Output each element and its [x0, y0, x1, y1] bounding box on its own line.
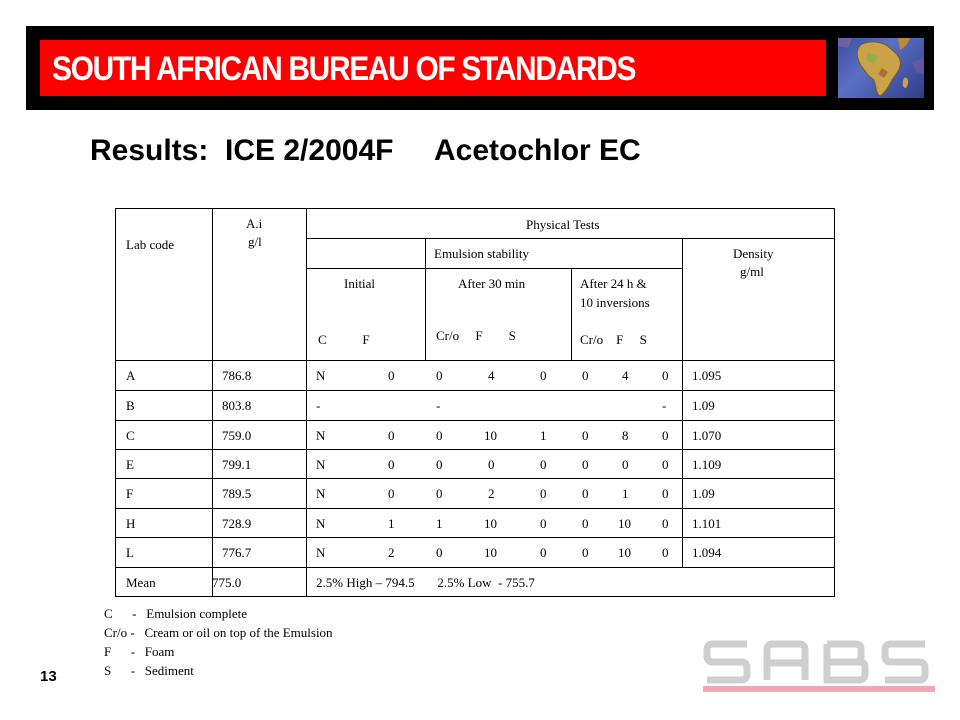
divider — [116, 420, 834, 421]
cell-density: 1.101 — [692, 516, 722, 531]
divider — [116, 449, 834, 450]
cell-density: 1.070 — [692, 428, 722, 443]
cell-a30-s: 0 — [540, 516, 547, 531]
header-density-unit: g/ml — [740, 264, 764, 279]
cell-a30-f: 0 — [488, 457, 495, 472]
page-title: Results: ICE 2/2004F Acetochlor EC — [90, 134, 641, 167]
table-row — [116, 428, 834, 444]
divider — [571, 268, 572, 360]
africa-map-icon — [838, 38, 924, 98]
cell-a30-f: 2 — [488, 486, 495, 501]
cell-initial-f: 0 — [388, 457, 395, 472]
cell-a30-cro: 0 — [436, 368, 443, 383]
header-emulsion-stability: Emulsion stability — [434, 246, 529, 261]
cell-code: C — [126, 428, 135, 443]
cell-initial-f: 1 — [388, 516, 395, 531]
divider — [116, 508, 834, 509]
header-initial: Initial — [344, 276, 376, 291]
cell-density: 1.094 — [692, 545, 722, 560]
cell-a24-s: 0 — [662, 368, 669, 383]
cell-initial-c: N — [316, 457, 326, 472]
cell-initial-f: 0 — [388, 368, 395, 383]
cell-a30-cro: 0 — [436, 428, 443, 443]
cell-ai: 803.8 — [222, 398, 252, 413]
cell-mean-summary: 2.5% High – 794.5 2.5% Low - 755.7 — [316, 575, 535, 590]
cell-a30-s: 0 — [540, 545, 547, 560]
cell-code: B — [126, 398, 135, 413]
divider — [306, 238, 834, 239]
legend-item: F - Foam — [104, 644, 175, 659]
cell-initial-c: N — [316, 486, 326, 501]
results-table — [115, 208, 835, 597]
cell-a24-f: 1 — [622, 486, 629, 501]
cell-ai: 728.9 — [222, 516, 252, 531]
cell-a24-cro: 0 — [582, 486, 589, 501]
cell-a30-cro: 0 — [436, 545, 443, 560]
header-after-30: After 30 min — [458, 276, 526, 291]
cell-ai: 776.7 — [222, 545, 252, 560]
cell-a30-cro: 0 — [436, 486, 443, 501]
cell-a24-cro: - — [662, 398, 667, 413]
legend — [104, 604, 333, 680]
cell-a24-f: 10 — [618, 516, 631, 531]
cell-a30-f: 4 — [488, 368, 495, 383]
cell-a24-s: 0 — [662, 516, 669, 531]
cell-initial-f: 0 — [388, 486, 395, 501]
legend-item: C - Emulsion complete — [104, 606, 247, 621]
cell-a24-f: 8 — [622, 428, 629, 443]
legend-item: Cr/o - Cream or oil on top of the Emulsion — [104, 625, 333, 640]
cell-density: 1.095 — [692, 368, 722, 383]
header-after-24-sub: Cr/o F S — [580, 332, 647, 347]
header-ai-unit: g/l — [248, 234, 262, 249]
cell-code: L — [126, 545, 134, 560]
cell-a30-s: 0 — [540, 486, 547, 501]
cell-initial-c: N — [316, 516, 326, 531]
header-ai: A.i — [246, 216, 263, 231]
cell-a30-s: 1 — [540, 428, 547, 443]
banner-title: SOUTH AFRICAN BUREAU OF STANDARDS — [52, 50, 636, 88]
cell-initial-f: 0 — [388, 428, 395, 443]
cell-a24-cro: 0 — [582, 428, 589, 443]
header-initial-sub: C F — [318, 332, 370, 347]
sabs-logo — [703, 636, 937, 699]
header-after-30-sub: Cr/o F S — [436, 328, 516, 343]
header-physical-tests: Physical Tests — [526, 217, 600, 232]
cell-density: 1.109 — [692, 457, 722, 472]
cell-initial-c: N — [316, 545, 326, 560]
divider — [306, 268, 682, 269]
cell-density: 1.09 — [692, 398, 715, 413]
cell-initial-c: N — [316, 428, 326, 443]
cell-a24-cro: 0 — [582, 368, 589, 383]
cell-ai: 799.1 — [222, 457, 252, 472]
header-lab-code: Lab code — [126, 237, 175, 252]
divider — [116, 478, 834, 479]
cell-ai: 789.5 — [222, 486, 252, 501]
cell-a24-s: 0 — [662, 428, 669, 443]
divider — [116, 567, 834, 568]
header-after-24-line2: 10 inversions — [580, 295, 650, 310]
legend-item: S - Sediment — [104, 663, 194, 678]
cell-a30-s: 0 — [540, 457, 547, 472]
cell-a24-s: 0 — [662, 545, 669, 560]
table-row — [116, 457, 834, 473]
header-density: Density — [733, 246, 774, 261]
cell-a30-cro: 1 — [436, 516, 443, 531]
cell-code: F — [126, 486, 134, 501]
cell-initial-c: - — [316, 398, 321, 413]
cell-code: Mean — [126, 575, 156, 590]
table-row — [116, 486, 834, 502]
table-row — [116, 516, 834, 532]
cell-a24-f: 4 — [622, 368, 629, 383]
table-row — [116, 545, 834, 561]
divider — [116, 360, 834, 361]
cell-a30-s: 0 — [540, 368, 547, 383]
banner-red-bar — [40, 40, 826, 96]
table-row — [116, 398, 834, 414]
cell-code: A — [126, 368, 136, 383]
cell-a24-f: 0 — [622, 457, 629, 472]
cell-ai: 775.0 — [212, 575, 242, 590]
divider — [116, 390, 834, 391]
cell-ai: 786.8 — [222, 368, 252, 383]
cell-a24-s: 0 — [662, 486, 669, 501]
cell-code: H — [126, 516, 136, 531]
cell-initial-c: N — [316, 368, 326, 383]
table-row-mean — [116, 575, 834, 591]
cell-ai: 759.0 — [222, 428, 252, 443]
cell-code: E — [126, 457, 134, 472]
cell-a24-cro: 0 — [582, 516, 589, 531]
cell-initial-f: 2 — [388, 545, 395, 560]
cell-a24-cro: 0 — [582, 545, 589, 560]
table-row — [116, 368, 834, 384]
cell-a30-f: 10 — [484, 516, 497, 531]
cell-a30-cro: - — [436, 398, 441, 413]
cell-a24-f: 10 — [618, 545, 631, 560]
cell-a30-f: 10 — [484, 428, 497, 443]
cell-a30-cro: 0 — [436, 457, 443, 472]
cell-a30-f: 10 — [484, 545, 497, 560]
divider — [425, 238, 426, 360]
cell-density: 1.09 — [692, 486, 715, 501]
header-after-24: After 24 h & — [580, 276, 647, 291]
divider — [116, 537, 834, 538]
cell-a24-cro: 0 — [582, 457, 589, 472]
cell-a24-s: 0 — [662, 457, 669, 472]
header-banner — [26, 26, 934, 110]
page-number: 13 — [40, 668, 57, 685]
